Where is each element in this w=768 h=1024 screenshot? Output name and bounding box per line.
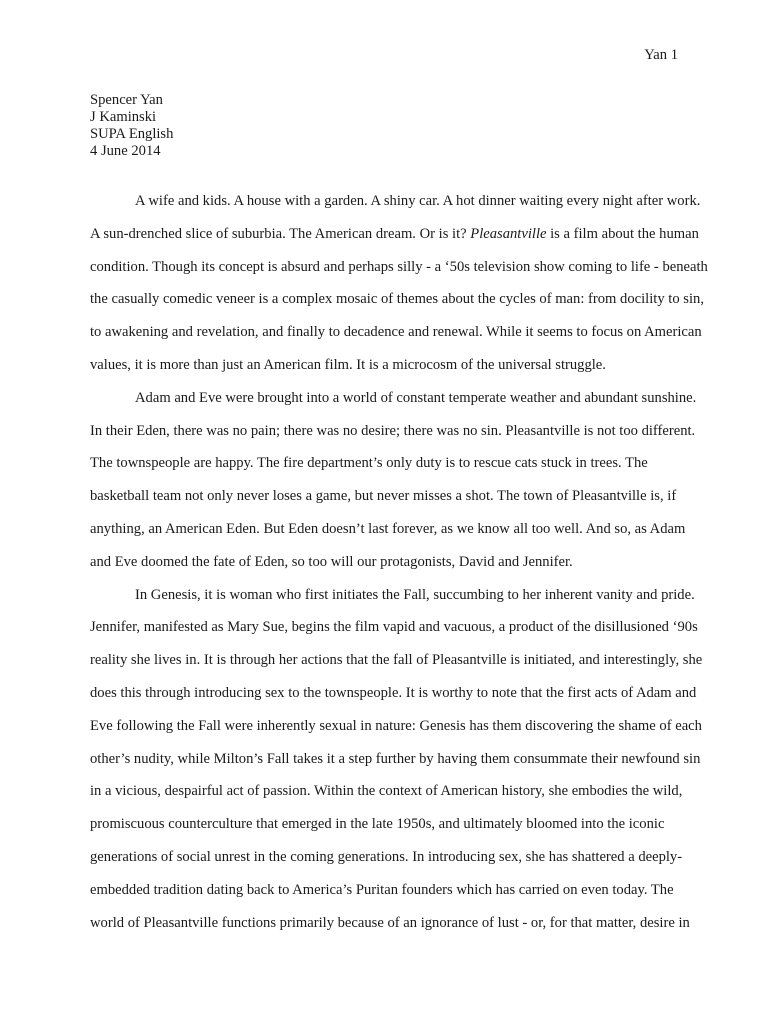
paragraph-line: world of Pleasantville functions primarily because of an ignorance of lust - or, for that matter, desire in: [90, 914, 690, 931]
paragraph-line: values, it is more than just an American film. It is a microcosm of the universal struggle.: [90, 356, 606, 373]
paragraph-line: reality she lives in. It is through her actions that the fall of Pleasantville is initiated, and interestingly, she: [90, 652, 703, 669]
paragraph-line: [90, 218, 699, 251]
paragraph-line: In their Eden, there was no pain; there was no desire; there was no sin. Pleasantville is not too different.: [90, 422, 696, 439]
paragraph-line: and Eve doomed the fate of Eden, so too will our protagonists, David and Jennifer.: [90, 553, 573, 570]
paragraph-line: does this through introducing sex to the townspeople. It is worthy to note that the first acts of Adam and: [90, 684, 697, 701]
essay-body: [90, 185, 708, 939]
paragraph-line: other’s nudity, while Milton’s Fall takes it a step further by having them consummate their newfound sin: [90, 750, 701, 767]
paragraph-line: the casually comedic veneer is a complex mosaic of themes about the cycles of man: from docility to sin,: [90, 291, 704, 308]
paragraph-line: to awakening and revelation, and finally to decadence and renewal. While it seems to focus on American: [90, 324, 702, 341]
paragraph-line: The townspeople are happy. The fire department’s only duty is to rescue cats stuck in trees. The: [90, 455, 648, 472]
paragraph-line: basketball team not only never loses a game, but never misses a shot. The town of Pleasantville is, if: [90, 488, 677, 505]
instructor-name: J Kaminski: [90, 109, 157, 125]
paragraph: [90, 185, 708, 382]
paragraph-line: embedded tradition dating back to America’s Puritan founders which has carried on even today. The: [90, 881, 674, 898]
paragraph-line: Jennifer, manifested as Mary Sue, begins the film vapid and vacuous, a product of the disillusioned ‘90s: [90, 619, 698, 636]
line-segment: A sun-drenched slice of suburbia. The American dream. Or is it?: [90, 225, 471, 242]
author-name: Spencer Yan: [90, 92, 163, 108]
paragraph-line: Adam and Eve were brought into a world of constant temperate weather and abundant sunshine.: [135, 389, 697, 406]
paragraph-line: Eve following the Fall were inherently sexual in nature: Genesis has them discovering the shame of each: [90, 717, 702, 734]
film-title: Pleasantville: [470, 225, 547, 242]
mla-heading: [90, 92, 173, 160]
paragraph-line: promiscuous counterculture that emerged in the late 1950s, and ultimately bloomed into the iconic: [90, 816, 665, 833]
paragraph-line: generations of social unrest in the coming generations. In introducing sex, she has shattered a deeply-: [90, 848, 683, 865]
paragraph-line: in a vicious, despairful act of passion. Within the context of American history, she embodies the wild,: [90, 783, 683, 800]
paragraph-line: anything, an American Eden. But Eden doesn’t last forever, as we know all too well. And so, as Adam: [90, 520, 686, 537]
page-header: [644, 46, 678, 64]
paragraph: [90, 579, 703, 940]
page-number-label: Yan 1: [644, 47, 678, 63]
paragraph-line: condition. Though its concept is absurd and perhaps silly - a ‘50s television show coming to life - beneath: [90, 258, 708, 275]
essay-date: 4 June 2014: [90, 143, 161, 159]
paragraph: [90, 382, 697, 579]
paragraph-line: A wife and kids. A house with a garden. A shiny car. A hot dinner waiting every night after work.: [135, 193, 701, 209]
paragraph-line: In Genesis, it is woman who first initiates the Fall, succumbing to her inherent vanity and pride.: [135, 586, 695, 603]
course-name: SUPA English: [90, 126, 174, 142]
line-segment: is a film about the human: [546, 225, 699, 242]
